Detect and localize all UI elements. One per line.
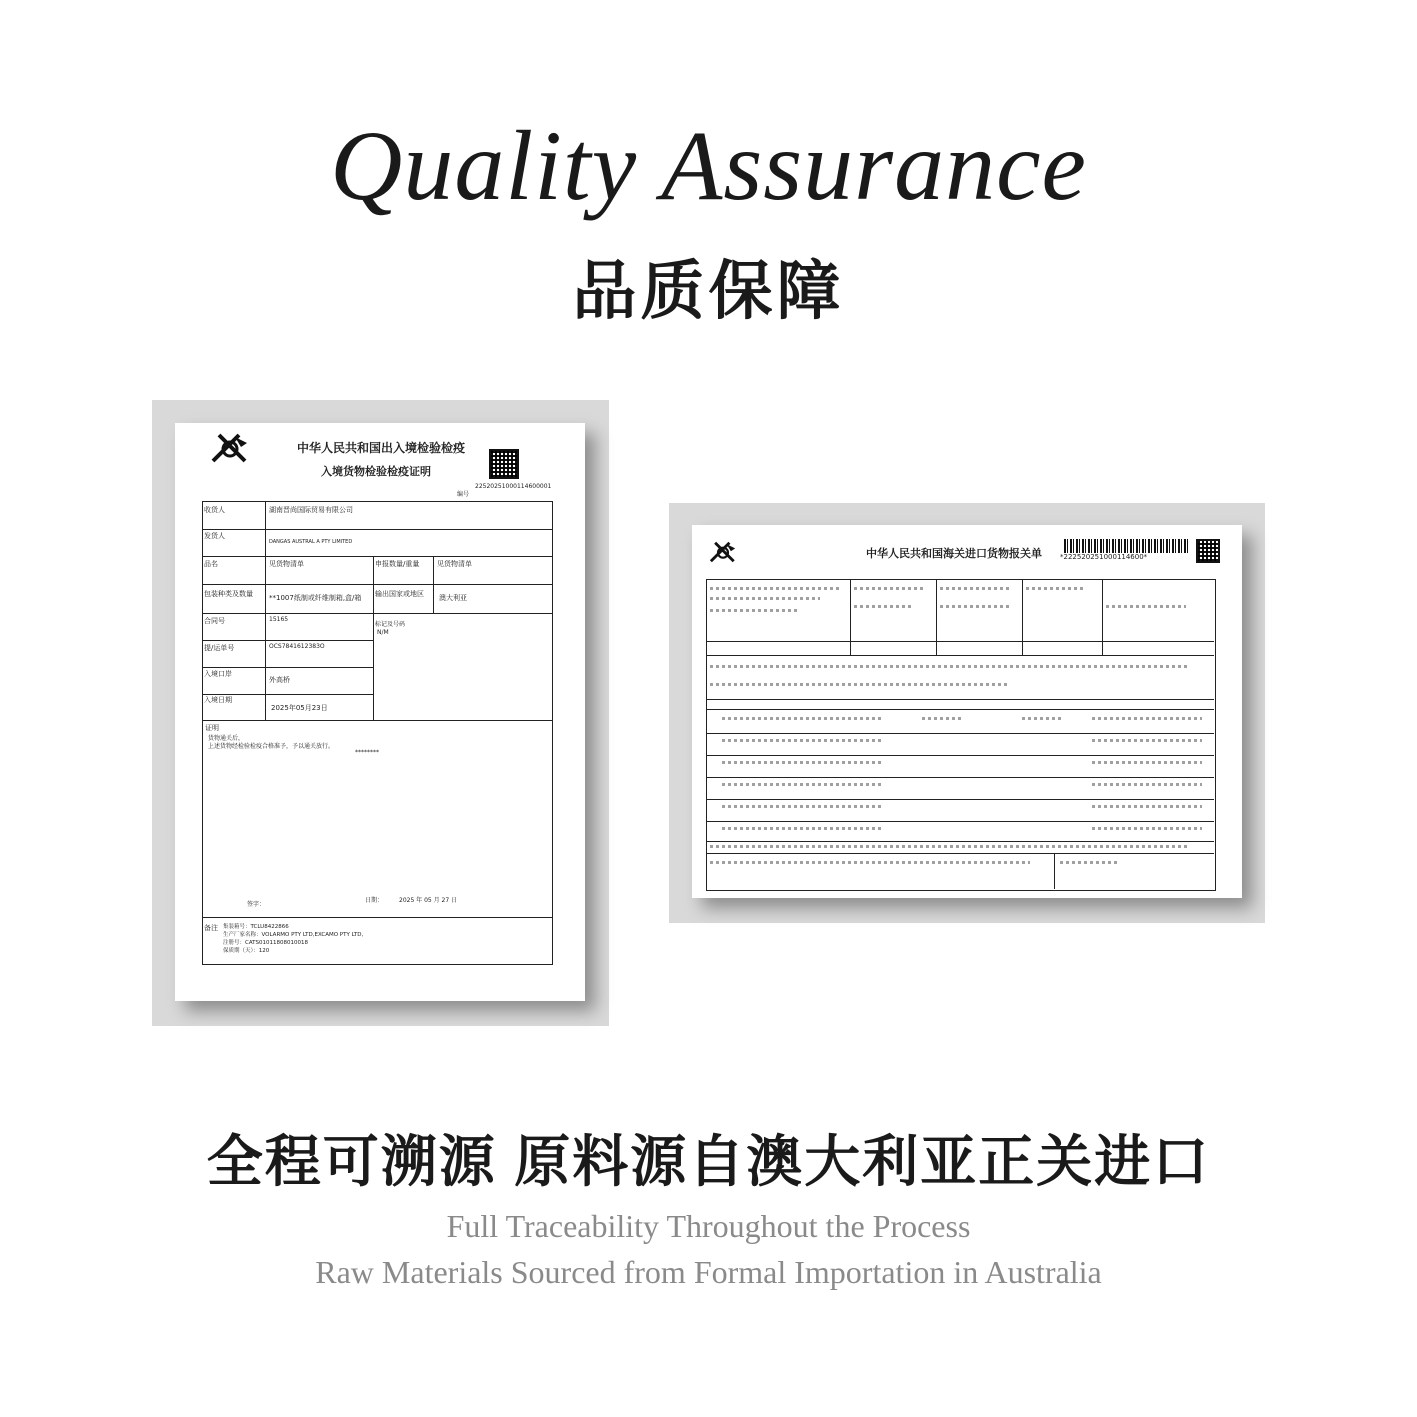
cert-heading-line1: 中华人民共和国出入境检验检疫: [297, 441, 466, 455]
notes-label: 备注: [204, 924, 218, 932]
inspection-certificate: [175, 423, 585, 1001]
remarks-heading: 证明: [205, 724, 219, 732]
cert-heading-line2: 入境货物检验检疫证明: [321, 465, 431, 478]
declaration-heading: 中华人民共和国海关进口货物报关单: [866, 547, 1042, 560]
mark-label: 标记及号码: [375, 621, 406, 628]
row-label-goods: 品名: [204, 560, 218, 568]
declaration-qr-code: [1196, 539, 1220, 563]
goods-list-label: 见货物清单: [437, 560, 472, 568]
row-label-port: 入境口岸: [204, 670, 232, 678]
title-cn: 品质保障: [572, 255, 845, 327]
date-value: 2025 年 05 月 27 日: [399, 897, 458, 904]
row-label-packing: 包装种类及数量: [204, 590, 253, 598]
row-value-date: 2025年05月23日: [271, 704, 328, 712]
cert-number-label: 编号: [457, 491, 470, 498]
cert-number-value: 22520251000114600001: [475, 483, 552, 490]
row-value-contract: 15165: [269, 616, 289, 623]
row-label-bl: 提/运单号: [204, 644, 235, 652]
note-line: 集装箱号：TCLU8422866: [223, 924, 289, 930]
origin-label: 输出国家或地区: [375, 590, 424, 598]
cert-qr-code: [489, 449, 519, 479]
tagline-en-line2: Raw Materials Sourced from Formal Importation in Australia: [315, 1254, 1102, 1290]
row-label-consignee: 收货人: [204, 506, 225, 514]
remarks-line2: 上述货物经检验检疫合格准予，予以通关放行。: [208, 743, 335, 750]
tagline-en-line1: Full Traceability Throughout the Process: [446, 1208, 971, 1244]
row-label-consignor: 发货人: [204, 532, 225, 540]
sign-label: 签字：: [247, 901, 266, 908]
customs-declaration: [692, 525, 1242, 898]
declaration-barcode: [1064, 539, 1188, 553]
row-value-port: 外高桥: [269, 676, 290, 684]
row-value-packing: **1007纸制或纤维制箱,盒/箱: [269, 594, 362, 602]
row-value-goods: 见货物清单: [269, 560, 304, 568]
remarks-line1: 货物通关后，: [208, 735, 245, 742]
customs-emblem-icon: [708, 539, 738, 565]
note-line: 保质期（天）：120: [223, 948, 270, 954]
row-value-consignee: 湖南晋尚国际贸易有限公司: [269, 506, 353, 514]
note-line: 注册号：CATS01011808010018: [223, 940, 309, 946]
barcode-number: *222520251000114600*: [1060, 553, 1148, 561]
row-label-date: 入境日期: [204, 696, 232, 704]
row-label-contract: 合同号: [204, 617, 225, 625]
qty-weight-label: 申报数量/重量: [375, 560, 420, 568]
note-line: 生产厂家名称：VOLARMO PTY LTD,EXCAMO PTY LTD,: [223, 932, 364, 938]
row-value-consignor: DANGAS AUSTRAL A PTY LIMITED: [269, 539, 353, 545]
row-value-bl: OCS7841612383O: [269, 643, 325, 650]
mark-value: N/M: [377, 629, 389, 636]
title-en: Quality Assurance: [330, 110, 1087, 221]
origin-value: 澳大利亚: [439, 594, 467, 602]
customs-emblem-icon: [209, 431, 251, 465]
tagline-cn: 全程可溯源 原料源自澳大利亚正关进口: [206, 1130, 1211, 1193]
date-label: 日期：: [365, 897, 384, 904]
remarks-stars: ********: [355, 749, 379, 756]
